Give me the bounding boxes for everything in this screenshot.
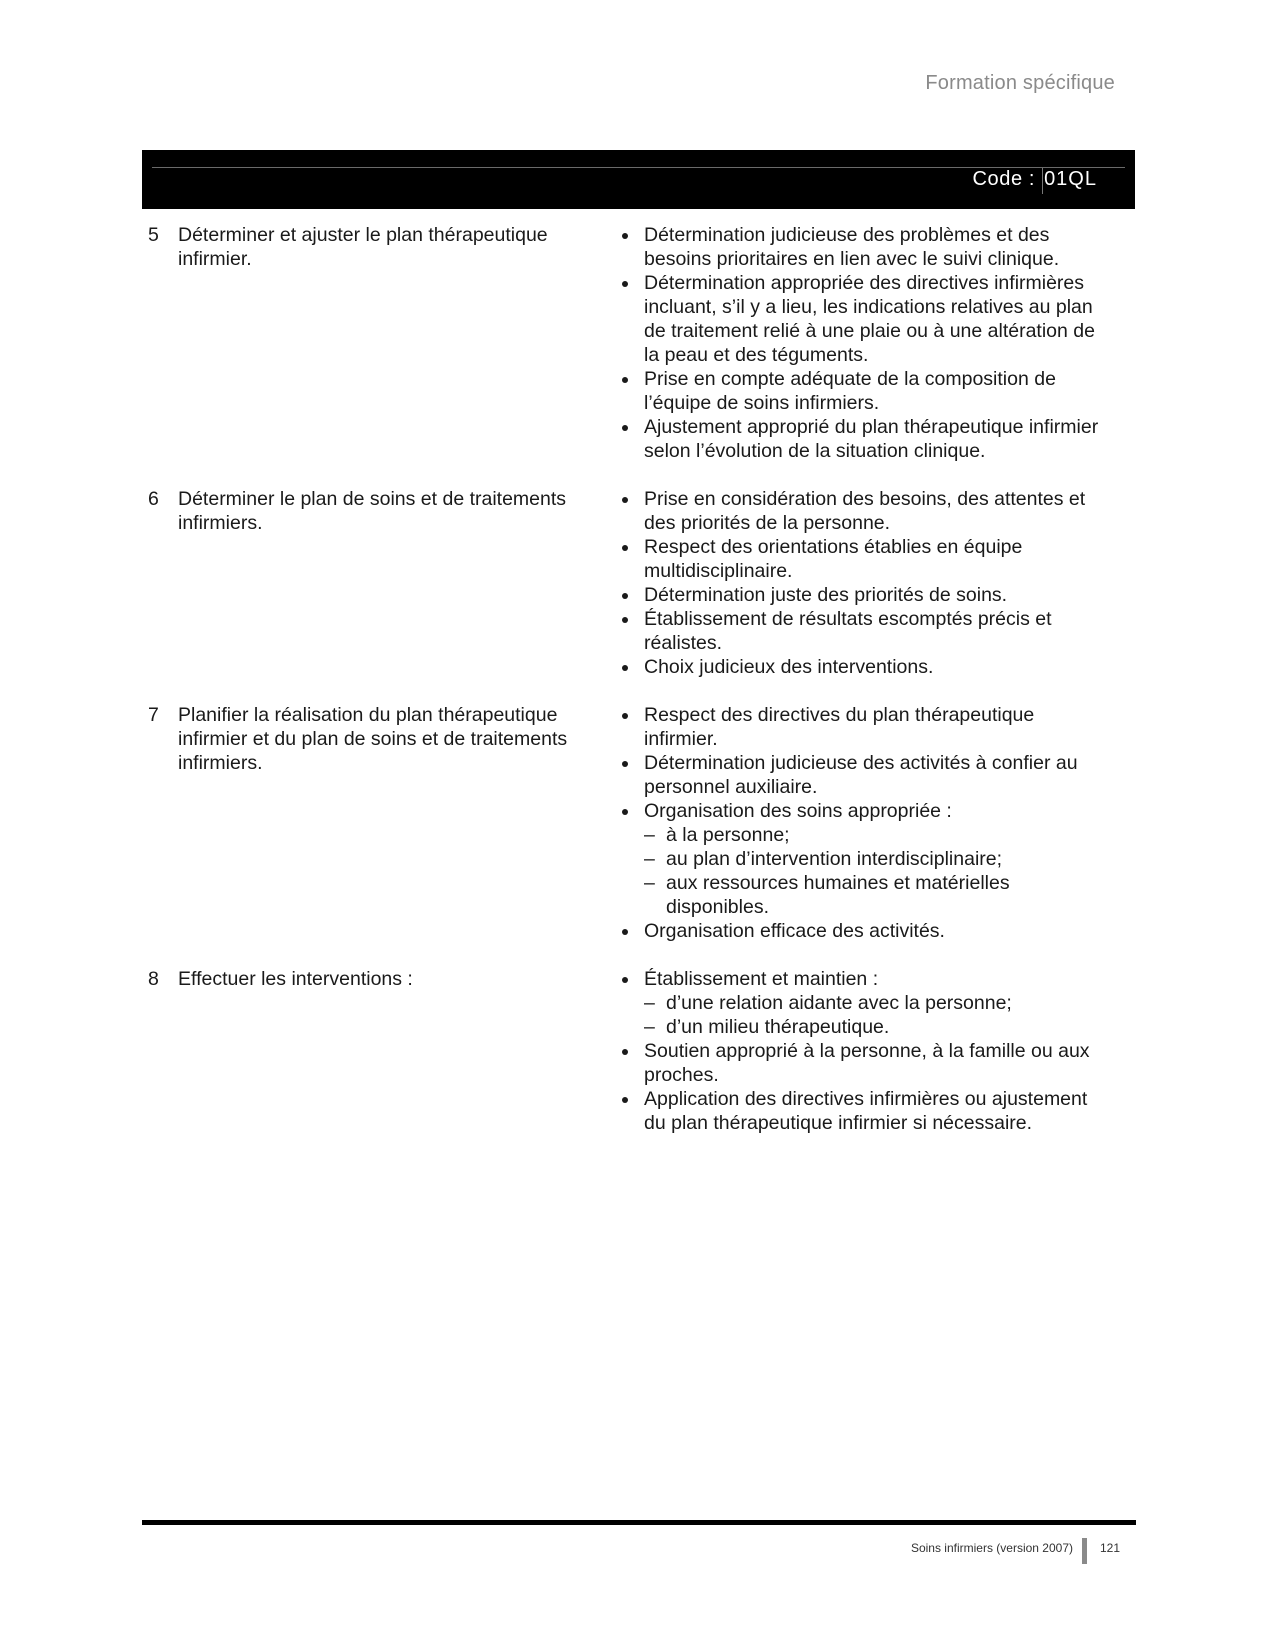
criteria-text: Respect des directives du plan thérapeutique infirmier. — [644, 704, 1035, 750]
criteria-item — [620, 487, 1100, 535]
element-number: 6 — [148, 488, 159, 510]
criteria-text: Application des directives infirmières ou ajustement du plan thérapeutique infirmier si nécessaire. — [644, 1088, 1088, 1134]
criteria-text: Ajustement approprié du plan thérapeutique infirmier selon l’évolution de la situation clinique. — [644, 416, 1099, 462]
sub-criteria-item: – au plan d’intervention interdisciplinaire; — [644, 847, 1100, 871]
criteria-text: Prise en compte adéquate de la composition de l’équipe de soins infirmiers. — [644, 368, 1056, 414]
sub-criteria-item: – d’un milieu thérapeutique. — [644, 1015, 1100, 1039]
criteria-text: Respect des orientations établies en équipe multidisciplinaire. — [644, 536, 1023, 582]
criteria-item — [620, 367, 1100, 415]
footer-separator — [1082, 1538, 1087, 1564]
element-text: Déterminer le plan de soins et de traitements infirmiers. — [178, 488, 567, 534]
performance-criteria — [620, 703, 1100, 943]
table-row — [148, 703, 1128, 943]
criteria-item — [620, 223, 1100, 271]
page-number: 121 — [1100, 1541, 1121, 1555]
performance-criteria — [620, 223, 1100, 463]
criteria-text: Détermination judicieuse des problèmes et des besoins prioritaires en lien avec le suivi clinique. — [644, 224, 1060, 270]
criteria-text: Choix judicieux des interventions. — [644, 656, 934, 678]
criteria-text: Prise en considération des besoins, des attentes et des priorités de la personne. — [644, 488, 1086, 534]
footer-rule — [142, 1520, 1136, 1525]
sub-criteria-item: – d’une relation aidante avec la personne; — [644, 991, 1100, 1015]
table-row — [148, 223, 1128, 463]
performance-criteria — [620, 487, 1100, 679]
code-label: Code : — [972, 168, 1035, 190]
element-text: Effectuer les interventions : — [178, 968, 413, 990]
criteria-text: Établissement et maintien : — [644, 968, 879, 990]
element-number: 8 — [148, 968, 159, 990]
criteria-text: Organisation efficace des activités. — [644, 920, 945, 942]
criteria-text: Détermination judicieuse des activités à confier au personnel auxiliaire. — [644, 752, 1078, 798]
element-number: 5 — [148, 224, 159, 246]
criteria-item — [620, 271, 1100, 367]
criteria-item — [620, 535, 1100, 583]
sub-criteria-list — [644, 991, 1100, 1039]
criteria-text: Établissement de résultats escomptés précis et réalistes. — [644, 608, 1052, 654]
criteria-item — [620, 607, 1100, 655]
criteria-list — [620, 967, 1100, 1135]
criteria-item — [620, 799, 1100, 919]
criteria-list — [620, 487, 1100, 679]
sub-criteria-item: – à la personne; — [644, 823, 1100, 847]
code-value: 01QL — [1044, 168, 1097, 190]
criteria-item — [620, 967, 1100, 1039]
competency-element — [148, 967, 620, 1135]
criteria-item — [620, 919, 1100, 943]
competency-element — [148, 487, 620, 679]
sub-criteria-item: – aux ressources humaines et matérielles disponibles. — [644, 871, 1100, 919]
table-row — [148, 967, 1128, 1135]
competency-table — [148, 223, 1128, 1159]
performance-criteria — [620, 967, 1100, 1135]
criteria-list — [620, 223, 1100, 463]
criteria-item — [620, 703, 1100, 751]
table-row — [148, 487, 1128, 679]
footer-doc-title: Soins infirmiers (version 2007) — [910, 1541, 1073, 1555]
code-separator — [1042, 168, 1043, 194]
criteria-item — [620, 415, 1100, 463]
criteria-item — [620, 583, 1100, 607]
competency-element — [148, 223, 620, 463]
sub-criteria-list — [644, 823, 1100, 919]
criteria-item — [620, 1039, 1100, 1087]
criteria-item — [620, 751, 1100, 799]
element-number: 7 — [148, 704, 159, 726]
criteria-text: Organisation des soins appropriée : — [644, 800, 952, 822]
criteria-item — [620, 1087, 1100, 1135]
element-text: Planifier la réalisation du plan thérapeutique infirmier et du plan de soins et de traitements infirmiers. — [178, 704, 568, 774]
criteria-text: Détermination appropriée des directives infirmières incluant, s’il y a lieu, les indications relatives au plan de traitement relié à une plaie ou à une altération de la peau et des téguments. — [644, 272, 1095, 366]
criteria-list — [620, 703, 1100, 943]
running-head-title: Formation spécifique — [925, 72, 1115, 94]
criteria-text: Détermination juste des priorités de soins. — [644, 584, 1008, 606]
criteria-text: Soutien approprié à la personne, à la famille ou aux proches. — [644, 1040, 1090, 1086]
code-bar — [142, 150, 1135, 209]
competency-element — [148, 703, 620, 943]
element-text: Déterminer et ajuster le plan thérapeutique infirmier. — [178, 224, 548, 270]
criteria-item — [620, 655, 1100, 679]
